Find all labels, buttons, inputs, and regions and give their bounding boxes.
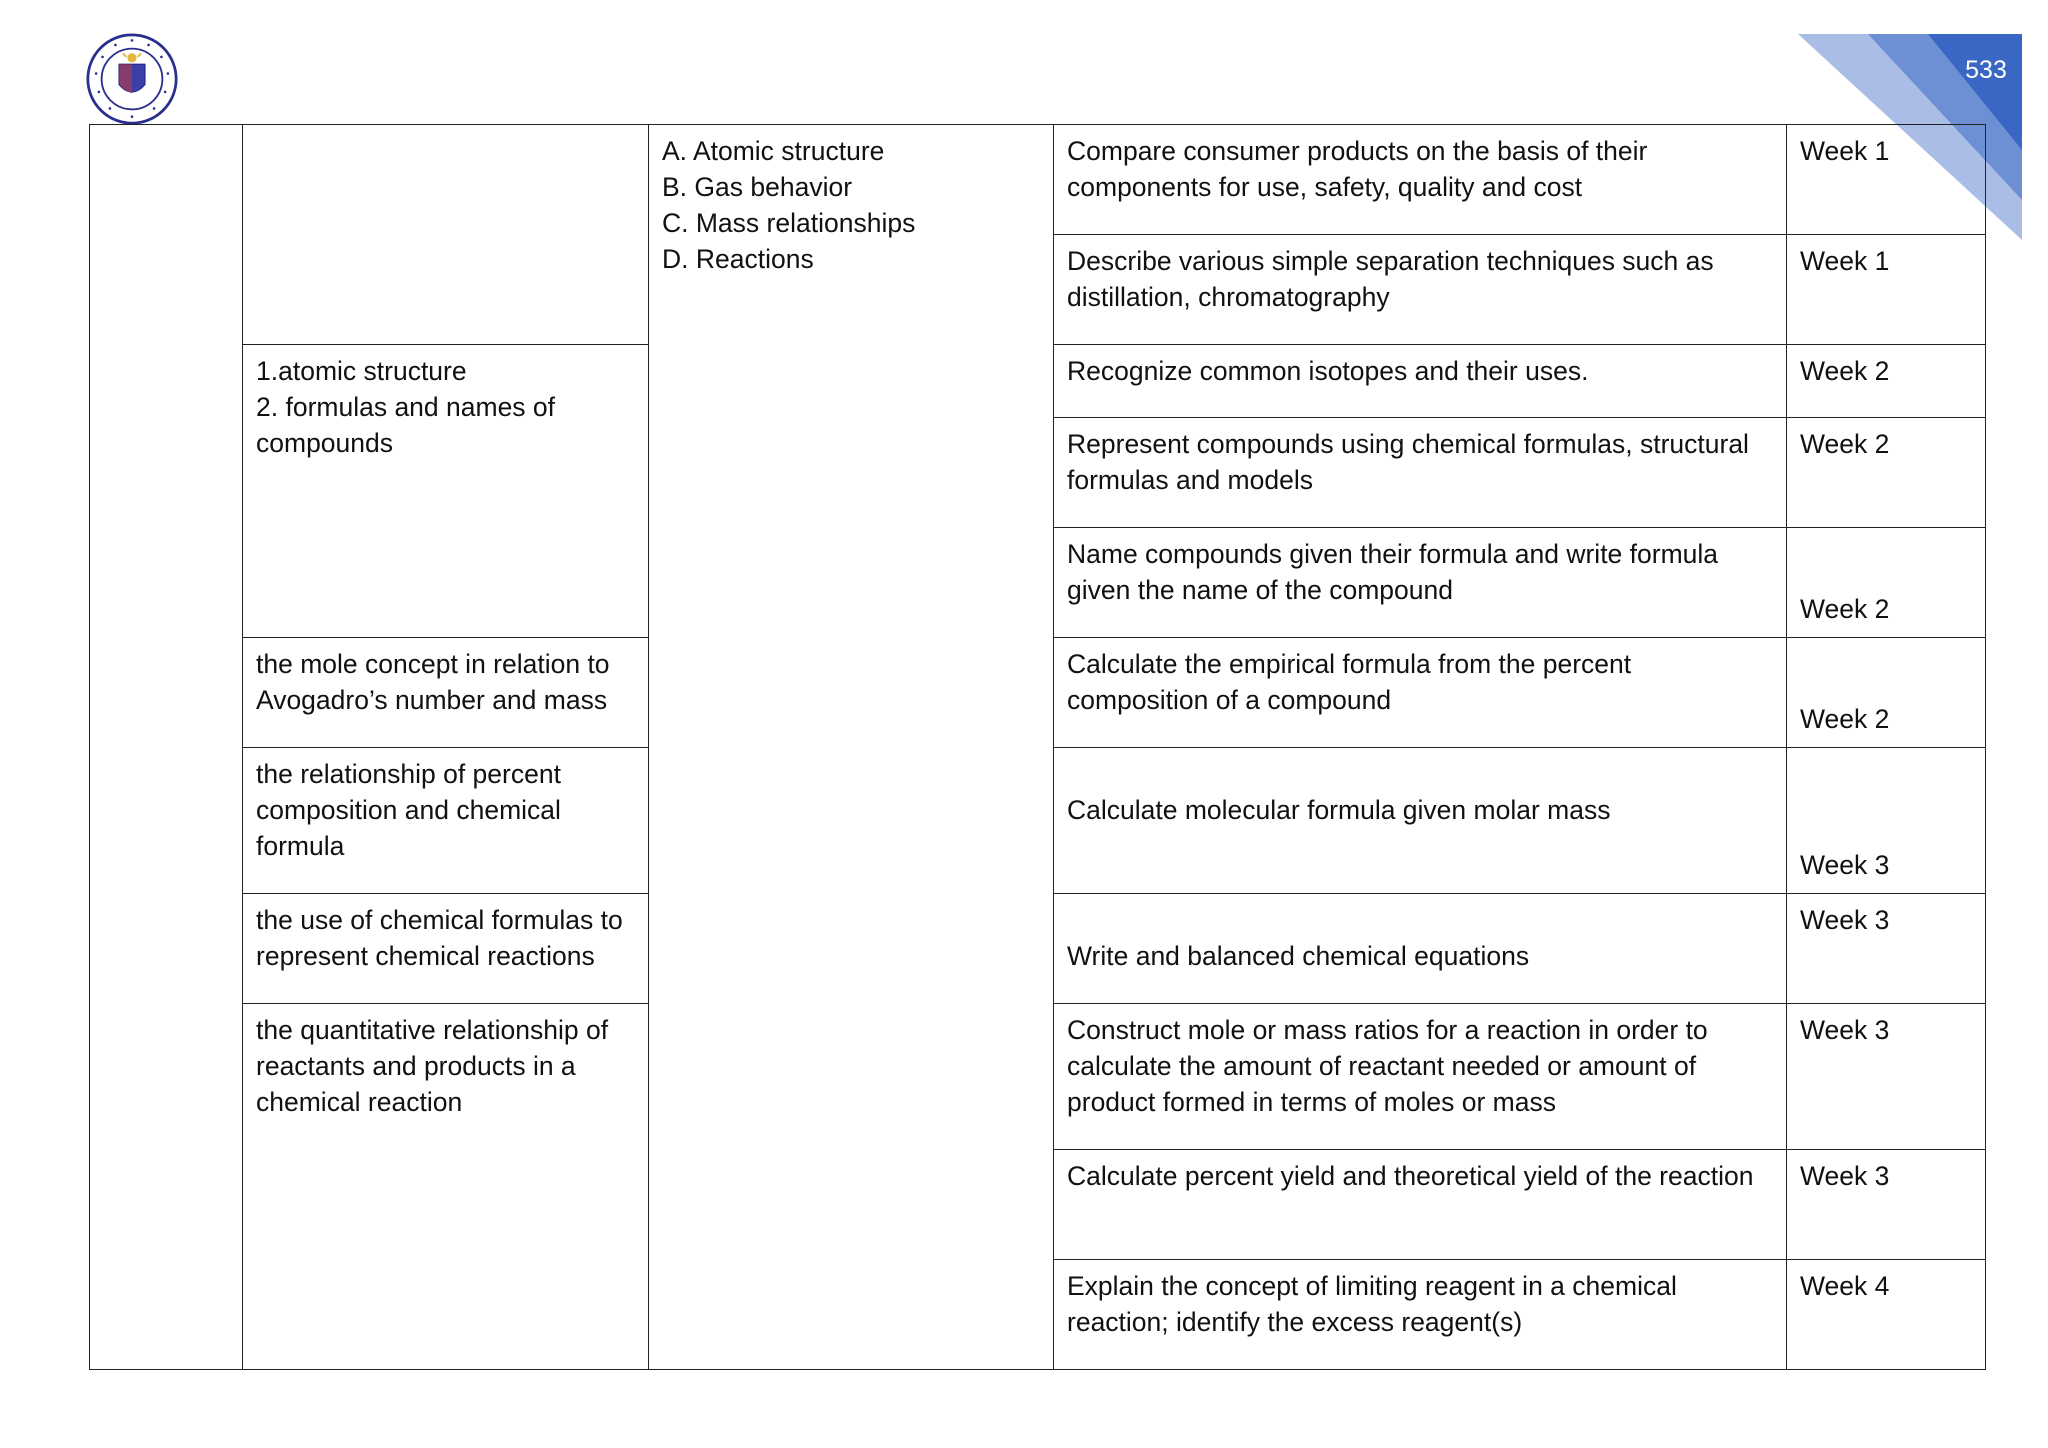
competency-cell: Represent compounds using chemical formulas, structural formulas and models (1054, 418, 1787, 528)
week-cell: Week 3 (1787, 748, 1986, 894)
content-standard-cell: the mole concept in relation to Avogadro’s number and mass (243, 638, 649, 748)
week-cell: Week 4 (1787, 1260, 1986, 1370)
content-standard-cell: the use of chemical formulas to represent chemical reactions (243, 894, 649, 1004)
week-cell: Week 2 (1787, 638, 1986, 748)
week-cell: Week 1 (1787, 125, 1986, 235)
competency-cell: Calculate percent yield and theoretical yield of the reaction (1054, 1150, 1787, 1260)
table-row (90, 125, 1986, 235)
competency-cell: Explain the concept of limiting reagent in a chemical reaction; identify the excess reagent(s) (1054, 1260, 1787, 1370)
content-standard-cell: the relationship of percent composition and chemical formula (243, 748, 649, 894)
deped-seal-logo (86, 33, 178, 125)
topics-cell: A. Atomic structure B. Gas behavior C. Mass relationships D. Reactions (649, 125, 1054, 1370)
page-number: 533 (1965, 56, 2007, 84)
content-standard-cell: 1.atomic structure 2. formulas and names of compounds (243, 345, 649, 638)
competency-cell: Calculate molecular formula given molar mass (1054, 748, 1787, 894)
competency-cell: Write and balanced chemical equations (1054, 894, 1787, 1004)
week-cell: Week 3 (1787, 1004, 1986, 1150)
week-cell: Week 3 (1787, 894, 1986, 1004)
content-standard-cell: the quantitative relationship of reactants and products in a chemical reaction (243, 1004, 649, 1370)
curriculum-table (89, 124, 1986, 1370)
competency-cell: Describe various simple separation techniques such as distillation, chromatography (1054, 235, 1787, 345)
competency-cell: Construct mole or mass ratios for a reaction in order to calculate the amount of reactant needed or amount of product formed in terms of moles or mass (1054, 1004, 1787, 1150)
competency-cell: Calculate the empirical formula from the percent composition of a compound (1054, 638, 1787, 748)
week-cell: Week 2 (1787, 418, 1986, 528)
week-cell: Week 2 (1787, 528, 1986, 638)
competency-cell: Compare consumer products on the basis of their components for use, safety, quality and cost (1054, 125, 1787, 235)
empty-cell (90, 125, 243, 1370)
competency-cell: Name compounds given their formula and write formula given the name of the compound (1054, 528, 1787, 638)
competency-cell: Recognize common isotopes and their uses. (1054, 345, 1787, 418)
week-cell: Week 2 (1787, 345, 1986, 418)
empty-cell (243, 125, 649, 345)
week-cell: Week 3 (1787, 1150, 1986, 1260)
week-cell: Week 1 (1787, 235, 1986, 345)
